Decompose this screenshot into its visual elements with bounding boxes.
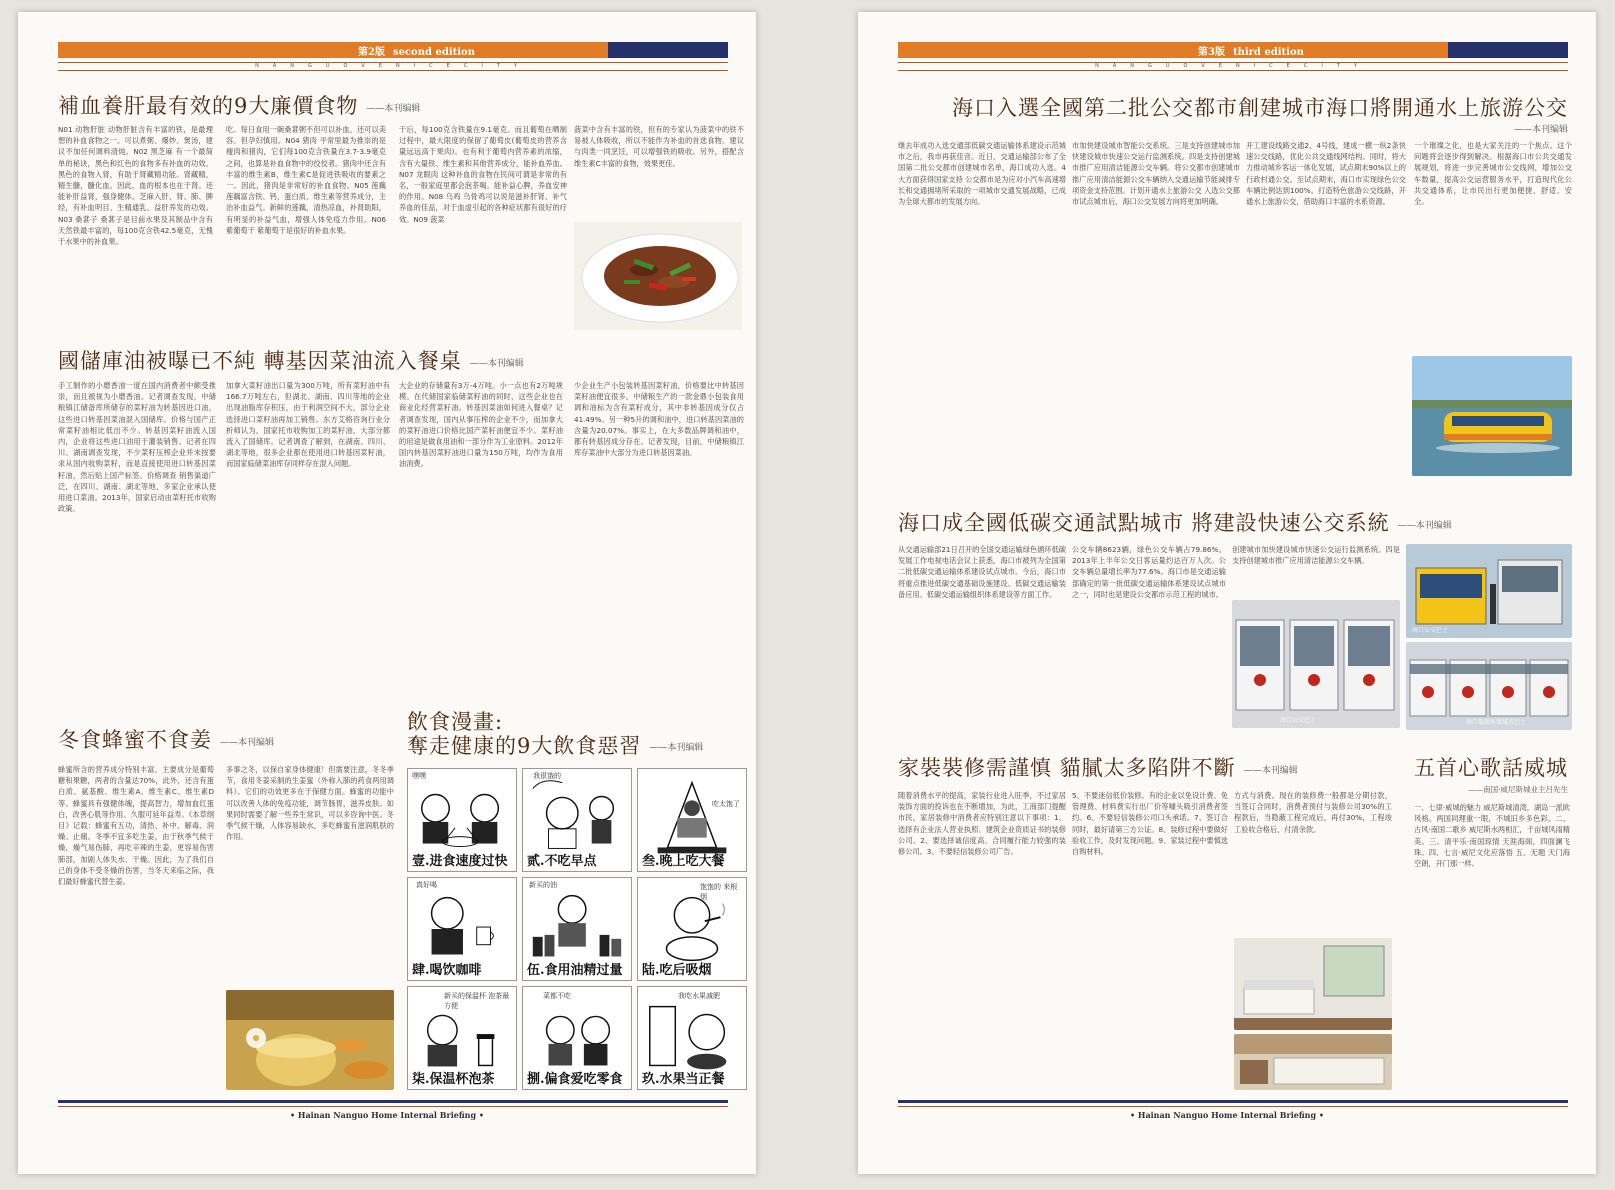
- article-title: 海口成全國低碳交通試點城市 將建設快速公交系統 ——本刊编辑: [898, 511, 1452, 535]
- page-left: [18, 12, 756, 1174]
- article-column: 手工制作的小磨香油一度在国内消费者中颇受推崇，而且被视为小磨香油。记者调查发现，中储粮镇江储备库所储存的菜籽油为转基因进口油，这些进口转基因菜油混入国储库。价格与国产正常菜籽油相比低出不少。转基因菜籽油流入国内，企业将这些进口油用于灌装销售。记者在四川、湖南调查发现，不少菜籽压榨企业并未按要求从国内收购菜籽，而是直接使用进口转基因菜籽油，然后贴上国产标签。价格调查 销售渠道广泛，在四川、湖南、湖北等地，多家企业承认使用进口菜油。2013年，国家启动由菜籽托市收购政策。: [58, 381, 216, 514]
- bus-fleet-photo: [1232, 600, 1400, 728]
- article-column: 加拿大菜籽油出口量为300万吨，所有菜籽油中有166.7万吨左右，但湖北、湖南、四川等地的企业出现油脂库存积压，由于利润空间不大，部分企业选择进口菜籽油再加工销售。东方艾格咨询行业分析师认为，国家托市收购加工的菜籽油，大部分都流入了国储库。记者调查了解到，在湖南、四川、湖北等地，很多企业都在使用进口转基因菜籽油，而国家临储菜油库存同样存在混入问题。: [226, 381, 390, 469]
- bus-fleet-image: [1232, 600, 1400, 728]
- article-title: 海口入選全國第二批公交都市創建城市海口將開通水上旅游公交: [952, 96, 1568, 120]
- article-column: 创建城市加快建设城市快速公交运行监测系统。四是支持创建城市推广应用清洁能源公交车辆。: [1232, 545, 1400, 566]
- stir-fry-image: [574, 222, 742, 330]
- article-column: 从交通运输部21日召开的全国交通运输绿色循环低碳发展工作电视电话会议上获悉，海口市被列为全国第二批低碳交通运输体系建设试点城市。今后，海口市将重点推进低碳交通基础设施建设、低碳交通运输装备应用、低碳交通运输组织体系建设等方面工作。: [898, 545, 1066, 599]
- poem-column: 一、七律·威城的魅力 威尼斯城清湾，湖岛一派欧风格。两国同理重一眼，不城旧乡多色彩。二、古风·南国二歌乡 威尼斯水两相汇，千亩城风雨精美。三、清平乐·南国琼情 天涯海阁，四面澜飞珠。四、七言·威尼文化应落悟 五、无题 天门海空朗，开门那一样。: [1414, 803, 1570, 869]
- article-title: 家裝裝修需謹慎 貓膩太多陷阱不斷 ——本刊编辑: [898, 756, 1298, 780]
- cartoon-caption: 肆.喝饮咖啡: [412, 963, 482, 978]
- photo-caption: 海口公交巴士: [1412, 627, 1449, 634]
- article-column: 菠菜中含有丰富的铁，但有的专家认为菠菜中的铁不易被人体吸收，所以不能作为补血的首选食物。建议与肉类一同烹饪，可以增强铁的吸收。另外，搭配含维生素C丰富的食物，效果更佳。: [574, 125, 744, 168]
- article-column: 继去年成功入选交通部低碳交通运输体系建设示范城市之后，我市再获佳音。近日，交通运输部公布了全国第二批公交都市创建城市名单，海口成功入选。4大方面获得国家支持 公交都市是为应对小汽车高速增长和交通拥堵所采取的一项城市交通发展战略，已成为全球大都市的发展方向。: [898, 141, 1066, 207]
- article-title: 國儲庫油被曝已不純 轉基因菜油流入餐桌 ——本刊编辑: [58, 349, 524, 373]
- cartoon-panel: 嘿嘿 壹.进食速度过快: [407, 768, 517, 872]
- article-column: 市加快建设城市智能公交系统。三是支持创建城市加快建设城市快速公交运行监测系统。四是支持创建城市推广应用清洁能源公交车辆。将公交都市创建城市推广应用清洁能源公交车辆纳入交通运输节能减排专项资金支持范围。计划开通水上旅游公交 入选公交都市试点城市后，海口公交发展方向将更加明确。: [1072, 141, 1240, 207]
- cartoon-caption: 壹.进食速度过快: [412, 854, 508, 869]
- article-column: 公交车辆8623辆，绿色公交车辆占79.86%。2013年上半年公交日客运量约达百万人次。公交车辆总量增长率为77.6%。海口市是交通运输部确定的第一批低碳交通运输体系建设试点城市之一，同时也是建设公交都市示范工程的城市。: [1072, 545, 1226, 599]
- article-column: 吃。每日食用一碗桑葚粥不但可以补血，还可以美容。但孕妇慎用。N04 猪肉 平常里最为推崇的是瘦肉和猪肉，它们每100克含铁量在3.7-3.9毫克之间，也算是补血食物中的佼佼者。猪肉中还含有丰富的维生素B，维生素C是促进铁吸收的要素之一。因此，猪肉是非常好的补血食物。N05 莲藕 莲藕富含铁、钙、蛋白质、维生素等营养成分，主治补血益气。新鲜的莲藕，清热凉血，补肾助阳，有明显的补益气血，增强人体免疫力作用。N06 紫葡萄干 紫葡萄干是很好的补血水果。: [226, 125, 386, 235]
- article-column: 多事之冬，以保自家身体健康！但需要注意，冬冬季节，食用冬姜采制的生姜蜜（外称入肺的药食两用调料）。它们的功效更多在于保健方面。蜂蜜的功能中可以改善人体的免疫功能，调节肠胃，滋养皮肤。如果同时需要了解一些养生常识，可以多咨询中医。冬季气候干燥，人体容易缺水，多吃蜂蜜有滋润肌肤的作用。: [226, 765, 394, 842]
- cartoon-panel: 我吃水果减肥 玖.水果当正餐: [637, 986, 747, 1090]
- cartoon-caption: 叁.晚上吃大餐: [642, 854, 725, 869]
- banner-strip: NANGUOVENICECITY: [898, 62, 1568, 71]
- edition-number: 第3版: [1198, 47, 1225, 58]
- article-column: 随着消费水平的提高，家装行业进入旺季，不过家居装饰方面的投诉也在不断增加，为此，工商部门提醒市民，家居装修中消费者应特别注意以下事项：1、选择有企业法人营业执照、建筑企业资质证书的装修公司。2、要选择诚信度高、合同履行能力较强的装修公司。3、不要轻信装修公司广告。: [898, 791, 1066, 857]
- cartoon-panel: 饱饱的 来根烟 陆.吃后吸烟: [637, 877, 747, 981]
- article-title: 冬食蜂蜜不食姜 ——本刊编辑: [58, 728, 275, 752]
- cartoon-panel: 真好喝 肆.喝饮咖啡: [407, 877, 517, 981]
- byline: ——本刊编辑: [220, 738, 275, 748]
- banner-strip: NANGUOVENICECITY: [58, 62, 728, 71]
- cartoon-grid: [407, 768, 747, 1090]
- article-column: 蜂蜜所含的营养成分特别丰富，主要成分是葡萄糖和果糖，两者的含量达70%，此外，还含有蛋白质、氨基酸、维生素A、维生素C、维生素D等。蜂蜜具有强健体魄，提高智力，增加血红蛋白，改善心肌等作用。久服可延年益寿。《本草纲目》记载：蜂蜜有五功，清热、补中、解毒、润燥、止痛。冬季不宜多吃生姜，由于秋季气候干燥，燥气易伤肺，再吃辛辣的生姜，更容易伤害肺部，加剧人体失水、干燥。因此，为了我们自己的身体不受冬燥的伤害，当冬天来临之际，我们最好蜂蜜代替生姜。: [58, 765, 214, 887]
- byline: ——南国·威尼斯城业主吕先生: [1468, 785, 1568, 794]
- article-title: 補血養肝最有效的9大廉價食物 ——本刊编辑: [58, 94, 421, 118]
- article-column: 一个璀璨之化，也是大家关注的一个焦点。这个问题将会逐步得到解决。根据海口市公共交通发展规划，将进一步完善城市公交线网，增加公交车数量，提高公交运营服务水平，打造现代化公共交通体系，让市民出行更加便捷、舒适、安全。: [1414, 141, 1572, 207]
- byline: ——本刊编辑: [1513, 125, 1568, 135]
- edition-label: third edition: [1232, 47, 1304, 58]
- photo-caption: 海口低碳环保城市巴士: [1466, 719, 1527, 726]
- bus-ribbon-photo: [1406, 642, 1572, 730]
- footer-text: • Hainan Nanguo Home Internal Briefing •: [1130, 1110, 1324, 1120]
- cartoon-caption: 伍.食用油精过量: [527, 963, 623, 978]
- cartoon-caption: 陆.吃后吸烟: [642, 963, 712, 978]
- cartoon-panel: 新买的油 伍.食用油精过量: [522, 877, 632, 981]
- footer-rule: [58, 1100, 728, 1103]
- living-room-photo: [1234, 938, 1392, 1030]
- byline: ——本刊编辑: [366, 104, 421, 114]
- article-title: 五首心歌話威城: [1414, 756, 1568, 780]
- cartoon-panel: 新买的保温杯 泡茶最方便 柒.保温杯泡茶: [407, 986, 517, 1090]
- bus-station-photo: [1406, 544, 1572, 638]
- bedroom-image: [1234, 1034, 1392, 1090]
- article-title: 飲食漫畫: 奪走健康的9大飲食惡習 ——本刊编辑: [407, 710, 704, 758]
- footer-rule: [898, 1100, 1568, 1103]
- cartoon-panel: 我很饿的 贰.不吃早点: [522, 768, 632, 872]
- edition-header: [58, 42, 728, 58]
- edition-header: [898, 42, 1568, 58]
- edition-number: 第2版: [358, 47, 385, 58]
- article-column: N01 动物肝脏 动物肝脏含有丰富的铁，是最理想的补血食物之一。可以煮粥、爆炒、煲汤，建议不加任何调料清炖。N02 黑芝麻 有一个最简单的秘诀，黑色和红色的食物多有补血的功效。黑色的食物入肾，有助于肾藏精功能。肾藏精，精生髓，髓化血。因此，血的根本也在于肾。还能补肝益肾，强身健体。芝麻入肝、肾、肺、脾经，有补血明目、生精通乳、益肝养发的功效。N03 桑葚子 桑葚子是目前水果及其制品中含有天然铁最丰富的，每100克含铁42.5毫克，无愧于水果中的补血果。: [58, 125, 213, 247]
- living-room-image: [1234, 938, 1392, 1030]
- bedroom-photo: [1234, 1034, 1392, 1090]
- food-photo: [574, 222, 742, 330]
- water-bus-photo: [1412, 356, 1572, 476]
- footer-text: • Hainan Nanguo Home Internal Briefing •: [290, 1110, 484, 1120]
- article-column: 5、不要迷信低价装修。有的企业以免设计费、免管理费、材料费实行出厂价等噱头吸引消费者签约。6、不要轻信装修公司口头承诺。7、签订合同时，最好请第三方公证。8、装修过程中要做好验收工作，及时发现问题。9、家装过程中要慎选自购材料。: [1072, 791, 1228, 857]
- edition-label: second edition: [392, 47, 475, 58]
- bus-station-image: [1406, 544, 1572, 638]
- article-column: 少企业生产小包装转基因菜籽油，价格要比中转基因菜籽油便宜很多。中储粮生产的一款金鼎小包装食用调和油标为含有菜籽成分，其中非转基因成分仅占41.49%。另一种5升的调和油中，进口转基因菜油的含量为20.07%。事实上，在大多数品牌调和油中，都有转基因成分存在。记者发现，目前，中储粮镇江库存菜油中大部分为进口转基因菜油。: [574, 381, 744, 458]
- cartoon-caption: 捌.偏食爱吃零食: [527, 1072, 623, 1087]
- honey-tea-photo: [226, 990, 394, 1090]
- cartoon-caption: 贰.不吃早点: [527, 854, 597, 869]
- photo-caption: 海口公交巴士: [1280, 717, 1317, 724]
- cartoon-panel: 菜都不吃 捌.偏食爱吃零食: [522, 986, 632, 1090]
- article-column: 方式与消费。现在的装修费一般都是分期付款，当签订合同时，消费者预付与装修公司30%的工程款后，当隐蔽工程完成后，再付30%，工程竣工验收合格后，付清余款。: [1234, 791, 1392, 834]
- byline: ——本刊编辑: [1397, 521, 1452, 531]
- honey-tea-image: [226, 990, 394, 1090]
- byline: ——本刊编辑: [649, 742, 704, 753]
- water-bus-image: [1412, 356, 1572, 476]
- article-column: 干后，每100克含铁量在9.1毫克。而且葡萄在晒制过程中，最大限度的保留了葡萄皮(葡萄皮的营养含量远远高于果肉)。也有利于葡萄内营养素的浓缩，含有大量铁、维生素和其他营养成分，能补血养血。N07 龙眼肉 这种补血的食物在民间可谓是非常的有名，一般家庭里都会泡茶喝。能补益心脾，养血安神的作用。N08 乌鸡 乌骨鸡可以说是滋补肝肾、补气养血的佳品，对于血虚引起的各种症状都有很好的疗效。N09 菠菜: [399, 125, 567, 224]
- byline: ——本刊编辑: [1243, 766, 1298, 776]
- article-column: 大企业的存储量有3万-4万吨。小一点也有2万吨规模。在代储国家临储菜籽油的同时，这些企业也在商业化经营菜籽油。转基因菜油如何进入餐桌？记者调查发现，国内从事压榨的企业不少，而加拿大的菜籽油进口价格比国产菜籽油便宜不少。菜籽油的用途是做食用油和一部分作为工业原料。2012年国内转基因菜籽油进口量为150万吨，均作为食用油消费。: [399, 381, 563, 469]
- article-column: 开工建设线路交通2、4号线，建成一横一纵2条快速公交线路，优化公共交通线网结构。同时，将大力推动城乡客运一体化发展，试点期末90%以上的行政村通公交。至试点期末，海口市实现绿色公交车辆比例达到100%。打造特色旅游公交线路，开通水上旅游公交，借助海口丰富的水系资源。: [1246, 141, 1406, 207]
- cartoon-caption: 柒.保温杯泡茶: [412, 1072, 495, 1087]
- page-right: [858, 12, 1596, 1174]
- cartoon-panel: 吃太饱了 叁.晚上吃大餐: [637, 768, 747, 872]
- cartoon-caption: 玖.水果当正餐: [642, 1072, 725, 1087]
- byline: ——本刊编辑: [469, 359, 524, 369]
